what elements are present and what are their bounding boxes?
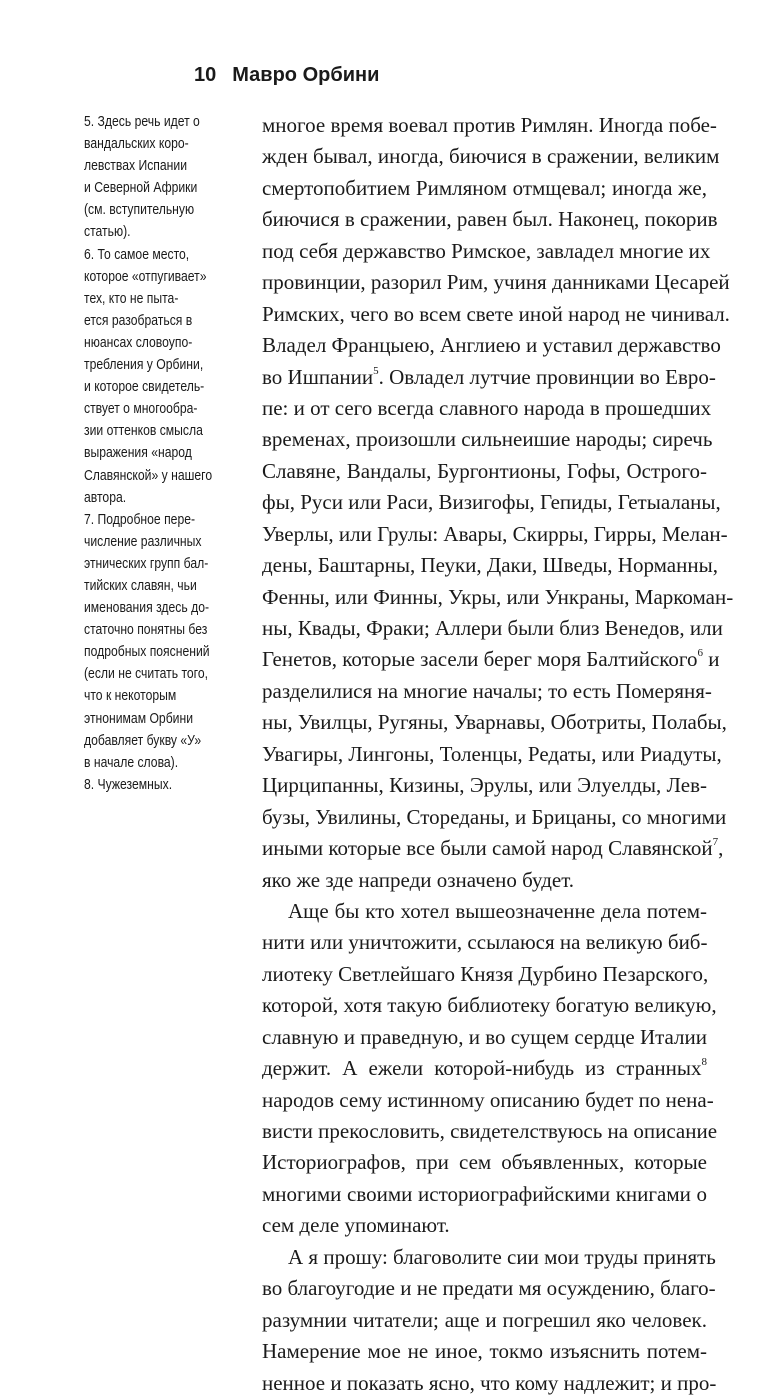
- text-line: [262, 550, 718, 581]
- text-line: [262, 393, 712, 424]
- sidenote-line: тех, кто не пыта-: [84, 290, 179, 307]
- text-line: [262, 990, 717, 1021]
- text-line-content: народов сему истинному описанию будет по нена-: [262, 1087, 714, 1112]
- text-line-content: Историографов, при сем объявленных, которые: [262, 1150, 707, 1175]
- text-line: [262, 676, 712, 707]
- text-line-content: нити или уничтожити, ссылаюся на великую биб-: [262, 930, 708, 955]
- text-line-content: Римских, чего во всем свете иной народ не чинивал.: [262, 301, 730, 326]
- text-line: [262, 519, 728, 550]
- text-line: [262, 362, 716, 393]
- text-line: [262, 770, 707, 801]
- text-line: [262, 739, 722, 770]
- sidenote-line: автора.: [84, 489, 127, 506]
- text-line: [262, 487, 721, 518]
- text-line-content: временах, произошли сильнеишие народы; сиречь: [262, 427, 713, 452]
- text-line: [262, 110, 717, 141]
- text-line-content: Намерение мое не иное, токмо изъяснить потем-: [262, 1339, 707, 1364]
- sidenote-line: добавляет букву «У»: [84, 732, 202, 749]
- text-line-content: фы, Руси или Раси, Визигофы, Гепиды, Гетыаланы,: [262, 490, 721, 515]
- text-line: [262, 299, 730, 330]
- sidenote-line: (см. вступительную: [84, 202, 195, 219]
- text-line-content: Владел Францыею, Англиею и уставил державство: [262, 333, 721, 358]
- text-line-content: разумнии читатели; аще и погрешил яко человек.: [262, 1307, 707, 1332]
- sidenote-line: выражения «народ: [84, 445, 192, 462]
- text-line-content: многое время воевал против Римлян. Иногда побе-: [262, 113, 717, 137]
- text-line-content: провинции, разорил Рим, учиня данниками Цесарей: [262, 270, 730, 295]
- sidenote-line: требления у Орбини,: [84, 357, 204, 374]
- text-line-continuation: . Овладел лутчие провинции во Евро-: [378, 364, 716, 389]
- text-line: [262, 204, 718, 235]
- text-line: [262, 330, 721, 361]
- text-line-content: Аще бы кто хотел вышеозначенне дела потем-: [288, 898, 707, 923]
- text-line-content: во Ишпании: [262, 364, 374, 389]
- text-line: [262, 1116, 718, 1147]
- text-line-content: держит. А ежели которой-нибудь из странных: [262, 1056, 702, 1081]
- text-line-content: смертопобитием Римляном отмщевал; иногда же,: [262, 175, 707, 200]
- text-line-content: лиотеку Светлейшаго Князя Дурбино Пезарского,: [262, 961, 709, 986]
- text-line: [262, 1022, 707, 1053]
- text-line: [262, 1210, 707, 1241]
- text-line: [262, 896, 707, 927]
- sidenote-line: ется разобраться в: [84, 312, 193, 329]
- sidenote-line: подробных пояснений: [84, 644, 210, 661]
- text-line: [262, 1179, 707, 1210]
- sidenote-line: вандальских коро-: [84, 136, 189, 153]
- text-line: [262, 1273, 716, 1304]
- text-line-content: Генетов, которые засели берег моря Балтийского: [262, 647, 698, 672]
- text-line-content: Фенны, или Финны, Укры, или Ункраны, Маркоман-: [262, 584, 734, 609]
- sidenote-line: этнонимам Орбини: [84, 710, 194, 727]
- text-line: [262, 1053, 707, 1084]
- footnote-marker[interactable]: 6: [697, 647, 704, 660]
- sidenote-line: этнических групп бал-: [84, 555, 209, 572]
- footnote-marker[interactable]: 5: [373, 364, 379, 377]
- sidenote-line: ствует о многообра-: [84, 401, 198, 418]
- text-line: [262, 424, 713, 455]
- text-line-content: иными которые все были самой народ Славянской: [262, 836, 713, 861]
- text-line-content: ны, Увилцы, Ругяны, Уварнавы, Оботриты, Полабы,: [262, 710, 727, 735]
- sidenote-line: что к некоторым: [84, 688, 177, 705]
- text-line: [262, 644, 720, 675]
- sidenotes-column: [84, 111, 234, 796]
- text-line: [262, 1147, 707, 1178]
- text-line: [262, 1085, 714, 1116]
- text-line-content: славную и праведную, и во сущем сердце Италии: [262, 1024, 707, 1049]
- sidenote-line: и Северной Африки: [84, 180, 198, 197]
- footnote-marker[interactable]: 7: [712, 836, 719, 849]
- sidenote-line: числение различных: [84, 533, 202, 550]
- text-line: [262, 833, 724, 864]
- running-title: Мавро Орбини: [232, 64, 380, 86]
- sidenote-line: левствах Испании: [84, 158, 188, 175]
- sidenote-line: статью).: [84, 224, 131, 241]
- text-line-content: Уверлы, или Грулы: Авары, Скирры, Гирры, Мелан-: [262, 521, 728, 546]
- sidenote-line: 7. Подробное пере-: [84, 511, 196, 528]
- text-line-content: висти прекословить, свидетелствуюсь на описание: [262, 1119, 718, 1143]
- text-line-content: жден бывал, иногда, биючися в сражении, великим: [262, 144, 720, 169]
- sidenote-line: тийских славян, чьи: [84, 577, 197, 594]
- sidenote-line: нюансах словоупо-: [84, 334, 193, 351]
- sidenote-line: Славянской» у нашего: [84, 467, 213, 484]
- text-line-content: Увагиры, Лингоны, Толенцы, Редаты, или Риадуты,: [262, 741, 722, 766]
- text-line: [262, 267, 730, 298]
- text-line: [262, 927, 707, 958]
- main-text-column: [262, 110, 734, 1399]
- footnote-marker[interactable]: 8: [701, 1056, 707, 1069]
- text-line-continuation: ,: [718, 836, 724, 861]
- text-line-content: биючися в сражении, равен был. Наконец, покорив: [262, 207, 718, 232]
- text-line: [262, 959, 707, 990]
- text-line-content: ны, Квады, Фраки; Аллери были близ Венедов, или: [262, 616, 723, 640]
- text-line: [262, 613, 723, 644]
- sidenote-line: 6. То самое место,: [84, 246, 190, 263]
- sidenote-line: 5. Здесь речь идет о: [84, 114, 200, 130]
- page-number: 10: [194, 64, 217, 86]
- text-line: [262, 1368, 717, 1399]
- text-line-content: разделилися на многие началы; то есть Померяня-: [262, 678, 712, 703]
- text-line-content: под себя державство Римское, завладел многие их: [262, 238, 711, 263]
- text-line-continuation: и: [703, 647, 720, 672]
- text-line-content: Цирципанны, Кизины, Эрулы, или Элуелды, Лев-: [262, 773, 707, 798]
- text-line-content: Славяне, Вандалы, Бургонтионы, Гофы, Острого-: [262, 458, 707, 483]
- sidenote-line: статочно понятны без: [84, 622, 208, 639]
- text-line-content: сем деле упоминают.: [262, 1213, 450, 1238]
- text-line-content: яко же зде напреди означено будет.: [262, 867, 575, 892]
- text-line-content: бузы, Увилины, Стореданы, и Брицаны, со многими: [262, 804, 727, 829]
- text-line-content: многими своими историографийскими книгами о: [262, 1181, 707, 1206]
- text-line: [262, 236, 711, 267]
- text-line-content: ненное и показать ясно, что кому надлежит; и про-: [262, 1370, 717, 1395]
- text-line: [262, 141, 720, 172]
- sidenote-line: в начале слова).: [84, 754, 179, 771]
- sidenote-line: 8. Чужеземных.: [84, 776, 173, 793]
- sidenote-line: зии оттенков смысла: [84, 423, 203, 440]
- text-line: [262, 707, 727, 738]
- text-line: [262, 1305, 707, 1336]
- text-line: [262, 802, 727, 833]
- text-line-content: во благоугодие и не предати мя осуждению, благо-: [262, 1276, 716, 1301]
- text-line-content: пе: и от сего всегда славного народа в прошедших: [262, 395, 712, 420]
- sidenote-line: которое «отпугивает»: [84, 268, 207, 285]
- text-line: [262, 865, 707, 896]
- text-line: [262, 173, 707, 204]
- text-line: [262, 582, 734, 613]
- text-line: [262, 1336, 707, 1367]
- text-line: [262, 456, 707, 487]
- sidenote-line: и которое свидетель-: [84, 379, 205, 396]
- text-line: [262, 1242, 716, 1273]
- text-line-content: которой, хотя такую библиотеку богатую великую,: [262, 993, 717, 1018]
- sidenote-line: именования здесь до-: [84, 600, 210, 617]
- text-line-content: дены, Баштарны, Пеуки, Даки, Шведы, Норманны,: [262, 553, 718, 578]
- running-header: [194, 64, 379, 87]
- sidenote-line: (если не считать того,: [84, 666, 209, 683]
- text-line-content: А я прошу: благоволите сии мои труды принять: [288, 1244, 716, 1269]
